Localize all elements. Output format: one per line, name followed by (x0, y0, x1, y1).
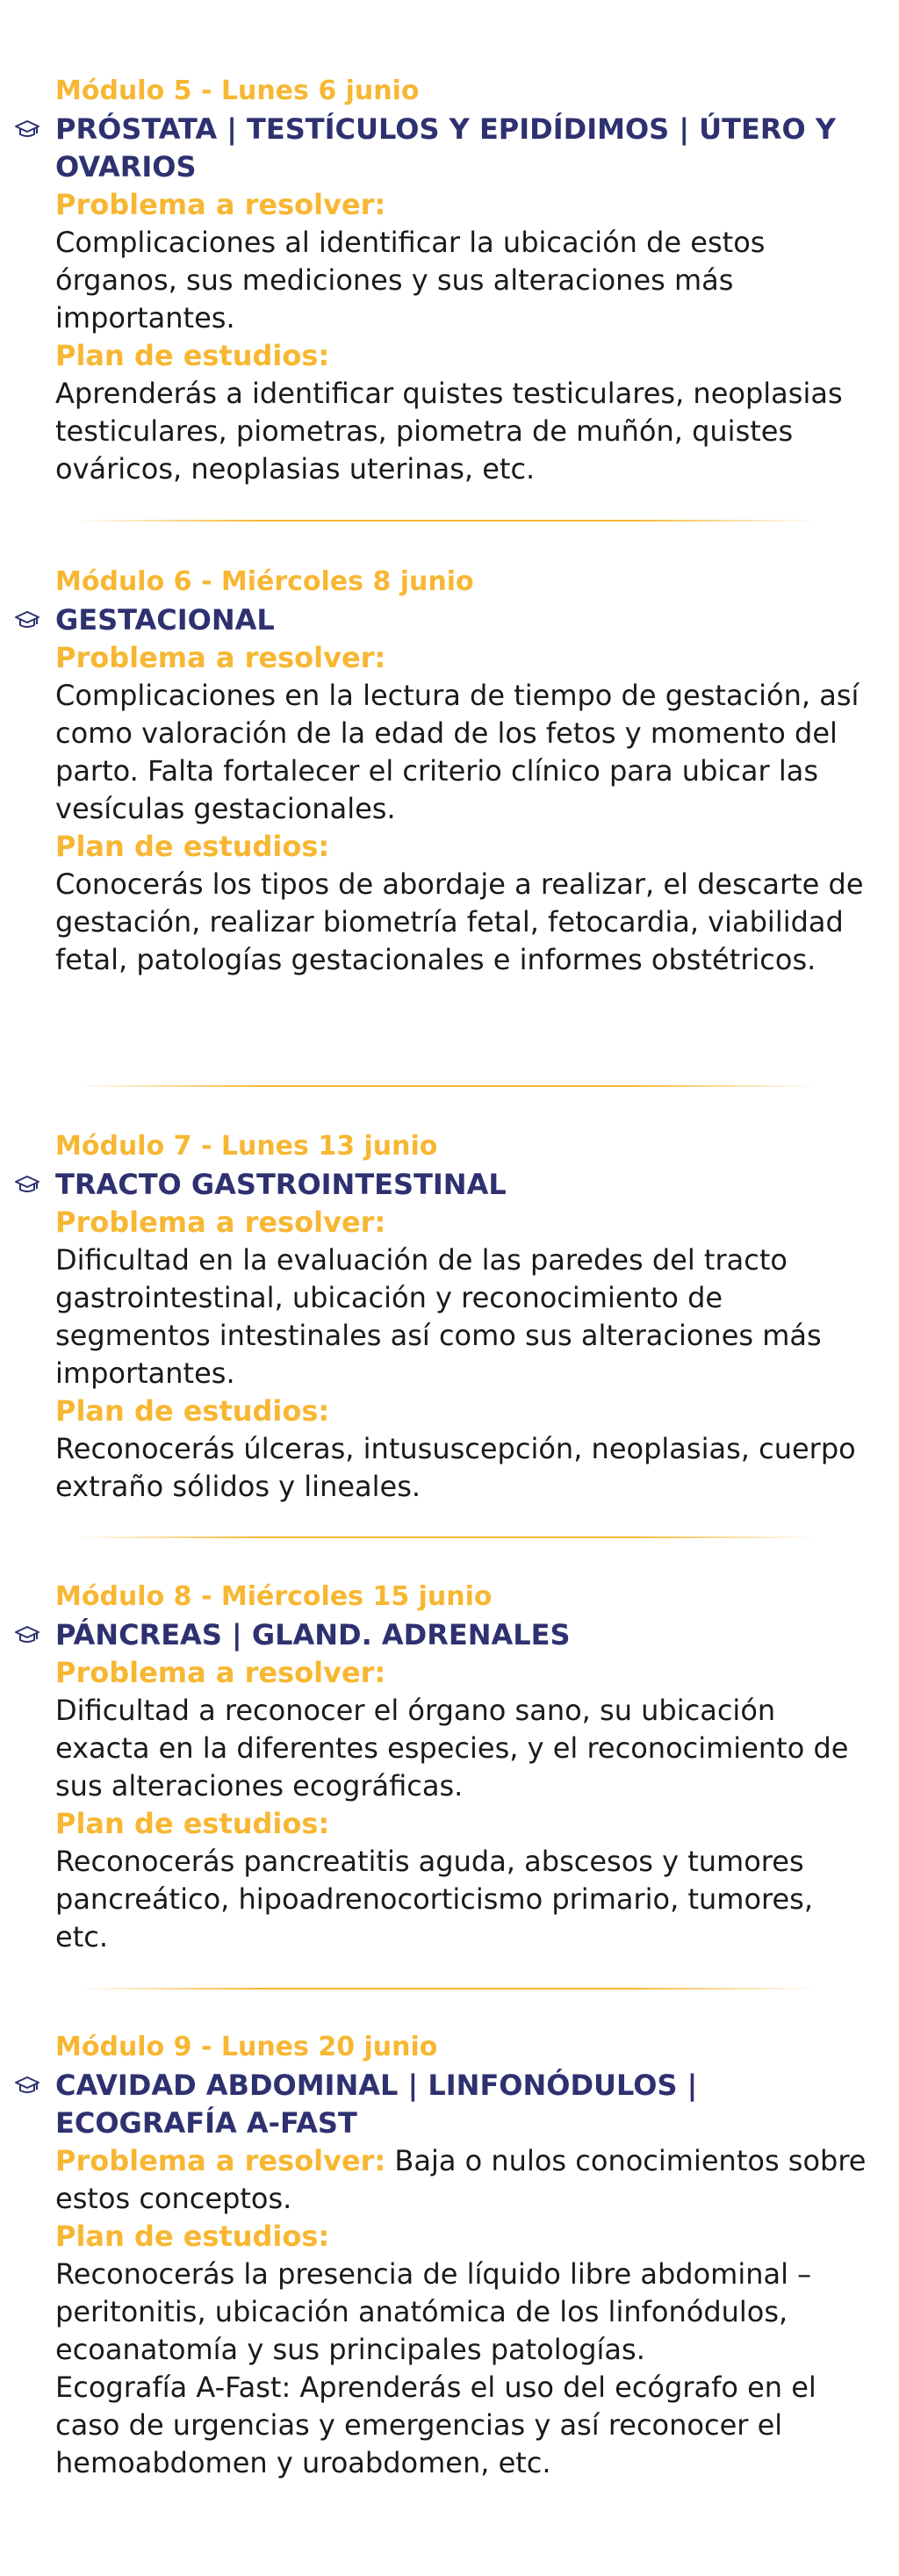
module-title: GESTACIONAL (55, 603, 275, 637)
module-title: CAVIDAD ABDOMINAL | LINFONÓDULOS | ECOGRAFÍA A-FAST (55, 2069, 698, 2140)
problem-label: Problema a resolver: (55, 2144, 386, 2177)
graduation-cap-icon (14, 2075, 40, 2096)
plan-label: Plan de estudios: (55, 830, 330, 863)
module-body (55, 2142, 872, 2482)
problem-label: Problema a resolver: (55, 1656, 386, 1689)
problem-text: Complicaciones al identificar la ubicación de estos órganos, sus mediciones y sus alteraciones más importantes. (55, 226, 766, 335)
plan-text: Reconocerás úlceras, intususcepción, neoplasias, cuerpo extraño sólidos y lineales. (55, 1432, 856, 1503)
section-divider (75, 1988, 816, 1990)
module-date: Módulo 8 - Miércoles 15 junio (55, 1581, 493, 1612)
graduation-cap-icon (14, 609, 40, 630)
problem-text: Dificultad en la evaluación de las paredes del tracto gastrointestinal, ubicación y reconocimiento de segmentos intestinales así como sus alteraciones más importantes. (55, 1243, 822, 1390)
graduation-cap-icon (14, 119, 40, 140)
plan-label: Plan de estudios: (55, 339, 330, 372)
module-title: TRACTO GASTROINTESTINAL (55, 1168, 507, 1201)
module-date: Módulo 7 - Lunes 13 junio (55, 1131, 438, 1162)
module-date: Módulo 9 - Lunes 20 junio (55, 2032, 438, 2062)
plan-text: Aprenderás a identificar quistes testiculares, neoplasias testiculares, piometras, piometra de muñón, quistes ováricos, neoplasias uterinas, etc. (55, 377, 843, 486)
problem-text: Complicaciones en la lectura de tiempo de gestación, así como valoración de la edad de los fetos y momento del parto. Falta fortalecer el criterio clínico para ubicar las vesículas gestacionales. (55, 679, 859, 825)
problem-text: Dificultad a reconocer el órgano sano, su ubicación exacta en la diferentes especies, y el reconocimiento de sus alteraciones ecográficas. (55, 1694, 849, 1802)
module-body (55, 186, 872, 488)
problem-label: Problema a resolver: (55, 1205, 386, 1239)
plan-label: Plan de estudios: (55, 1394, 330, 1428)
module-title: PRÓSTATA | TESTÍCULOS Y EPIDÍDIMOS | ÚTERO Y OVARIOS (55, 112, 836, 183)
plan-text: Conocerás los tipos de abordaje a realizar, el descarte de gestación, realizar biometría fetal, fetocardia, viabilidad fetal, patologías gestacionales e informes obstétricos. (55, 867, 864, 976)
module-body (55, 639, 872, 979)
plan-label: Plan de estudios: (55, 1807, 330, 1840)
module-body (55, 1654, 872, 1956)
graduation-cap-icon (14, 1624, 40, 1645)
problem-label: Problema a resolver: (55, 188, 386, 221)
problem-label: Problema a resolver: (55, 641, 386, 674)
plan-text: Reconocerás la presencia de líquido libre abdominal – peritonitis, ubicación anatómica de los linfonódulos, ecoanatomía y sus principales patologías. (55, 2257, 812, 2366)
module-date: Módulo 5 - Lunes 6 junio (55, 76, 420, 106)
section-divider (75, 1536, 816, 1538)
problem-text: Baja o nulos conocimientos sobre estos conceptos. (55, 2144, 867, 2215)
module-date: Módulo 6 - Miércoles 8 junio (55, 566, 474, 597)
section-divider (75, 520, 816, 522)
module-body (55, 1204, 872, 1506)
plan-text: Reconocerás pancreatitis aguda, abscesos y tumores pancreático, hipoadrenocorticismo primario, tumores, etc. (55, 1845, 813, 1954)
section-divider (75, 1085, 816, 1087)
graduation-cap-icon (14, 1174, 40, 1195)
plan-text-afast: Ecografía A-Fast: Aprenderás el uso del ecógrafo en el caso de urgencias y emergencias y así reconocer el hemoabdomen y uroabdomen, etc. (55, 2371, 816, 2479)
plan-label: Plan de estudios: (55, 2220, 330, 2253)
module-title: PÁNCREAS | GLAND. ADRENALES (55, 1618, 571, 1651)
